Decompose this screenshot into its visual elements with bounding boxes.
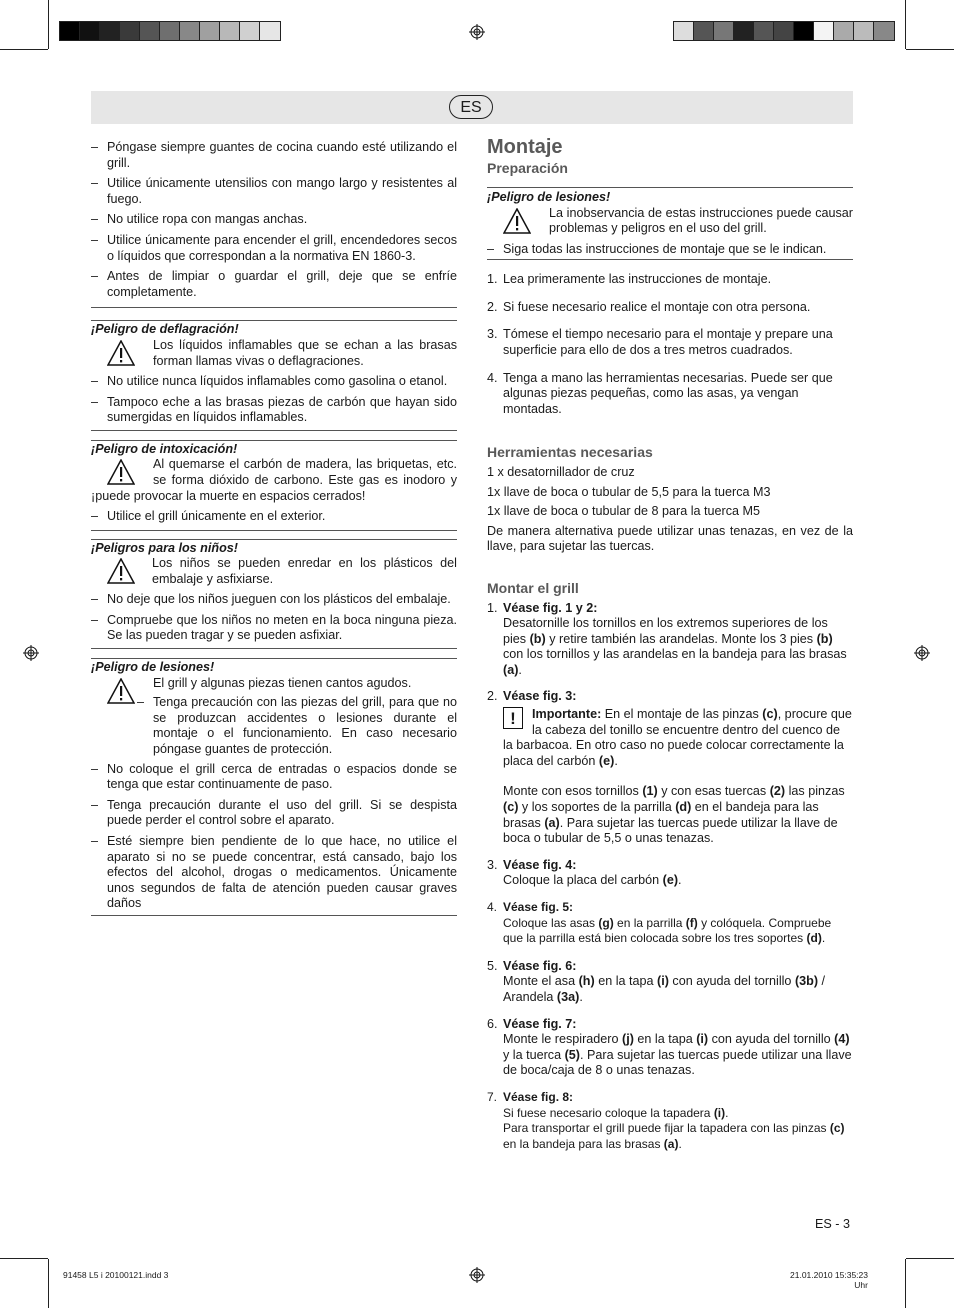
registration-mark-icon xyxy=(23,645,39,661)
list-item: – Antes de limpiar o guardar el grill, deje que se enfríe completamente. xyxy=(91,269,457,299)
warning-title: ¡Peligro de lesiones! xyxy=(91,660,215,675)
list-item: – Póngase siempre guantes de cocina cuando esté utilizando el grill. xyxy=(91,140,457,170)
important-icon: ! xyxy=(503,707,523,729)
warning-block-injury: ¡Peligro de lesiones! El grill y algunas piezas tienen cantos agudos. – Tenga precaución con las piezas del grill, para que no se produzcan accidentes o lesiones durante el montaje o el funcionamiento. En caso necesario póngase guantes de protección. – No coloque el grill cerca de entradas o espacios donde se tenga que estar continuamente de paso. – Tenga precaución durante el uso del grill. Si se despista puede perder el control sobre el aparato. – Esté siempre bien pendiente de lo que hace, no utilice el aparato si no se puede concentrar, está cansado, bajo los efectos del alcohol, drogas o medicamentos. Únicamente unos segundos de falta de atención pueden causar graves daños xyxy=(91,660,457,911)
warning-block-deflagration: ¡Peligro de deflagración! Los líquidos inflamables que se echan a las brasas forman llamas vivas o deflagraciones. – No utilice nunca líquidos inflamables como gasolina o etanol. – Tampoco eche a las brasas piezas de carbón que hayan sido sumergidas en líquidos inflamables. xyxy=(91,322,457,425)
assembly-step: 3. Véase fig. 4: Coloque la placa del carbón (e). xyxy=(487,857,682,888)
warning-block-children: ¡Peligros para los niños! Los niños se pueden enredar en los plásticos del embalaje y asfixiarse. – No deje que los niños jueguen con los plásticos del embalaje. – Compruebe que los niños no meten en la boca ninguna pieza. Se las pueden tragar y se pueden asfixiar. xyxy=(91,540,457,643)
language-badge: ES xyxy=(449,95,493,119)
list-item: 1 x desatornillador de cruz xyxy=(487,464,635,479)
crop-mark xyxy=(906,1258,954,1259)
list-item: 3. Tómese el tiempo necesario para el montaje y prepare una superficie para ello de dos a tres metros cuadrados. xyxy=(487,327,833,357)
list-item: 4. Tenga a mano las herramientas necesarias. Puede ser que algunas piezas pequeñas, como las asas, ya vengan montadas. xyxy=(487,370,833,416)
left-column xyxy=(91,140,457,916)
subsection-heading: Montar el grill xyxy=(487,579,579,596)
warning-title: ¡Peligro de lesiones! xyxy=(487,190,611,204)
file-name: 91458 L5 i 20100121.indd 3 xyxy=(63,1270,169,1280)
warning-title: ¡Peligro de intoxicación! xyxy=(91,441,238,456)
list-item: – Utilice únicamente utensilios con mango largo y resistentes al fuego. xyxy=(91,176,457,206)
print-timestamp: 21.01.2010 15:35:23 Uhr xyxy=(790,1270,868,1290)
assembly-step: 5. Véase fig. 6: Monte el asa (h) en la tapa (i) con ayuda del tornillo (3b) / Arandela (3a). xyxy=(487,958,826,1004)
assembly-step: 4. Véase fig. 5: Coloque las asas (g) en la parrilla (f) y colóquela. Compruebe que la parrilla está bien colocada sobre los tres soportes (d). xyxy=(487,900,832,946)
registration-mark-icon xyxy=(469,24,485,40)
warning-triangle-icon xyxy=(107,340,135,366)
subsection-heading: Herramientas necesarias xyxy=(487,444,653,461)
registration-mark-icon xyxy=(469,1267,485,1283)
list-item: 1. Lea primeramente las instrucciones de montaje. xyxy=(487,272,772,287)
list-item: – No utilice ropa con mangas anchas. xyxy=(91,212,308,227)
warning-block-intoxication: ¡Peligro de intoxicación! Al quemarse el carbón de madera, las briquetas, etc. se forma dióxido de carbono. Este gas es inodoro y ¡puede provocar la muerte en espacios cerrados! – Utilice el grill únicamente en el exterior. xyxy=(91,441,457,524)
grayscale-color-bar xyxy=(59,21,281,41)
list-item: 1x llave de boca o tubular de 5,5 para la tuerca M3 xyxy=(487,484,771,499)
warning-triangle-icon xyxy=(107,459,135,485)
warning-title: ¡Peligros para los niños! xyxy=(91,540,238,555)
crop-mark xyxy=(905,0,906,49)
crop-mark xyxy=(0,1258,48,1259)
crop-mark xyxy=(905,1259,906,1308)
list-item: – Tenga precaución con las piezas del grill, para que no se produzcan accidentes o lesiones durante el montaje o el funcionamiento. En caso necesario póngase guantes de protección. xyxy=(137,695,457,757)
subsection-heading: Preparación xyxy=(487,160,568,176)
page-number: ES - 3 xyxy=(815,1217,850,1231)
crop-mark xyxy=(48,1259,49,1308)
assembly-step: 1. Véase fig. 1 y 2: Desatornille los tornillos en los extremos superiores de los pies (b) y retire también las arandelas. Monte los 3 pies (b) con los tornillos y las arandelas en la bandeja para las brasas (a). xyxy=(487,600,847,677)
warning-title: ¡Peligro de deflagración! xyxy=(91,322,239,337)
paragraph: De manera alternativa puede utilizar unas tenazas, en vez de la llave, para sujetar las tuercas. xyxy=(487,523,853,554)
crop-mark xyxy=(48,0,49,49)
warning-triangle-icon xyxy=(503,208,531,234)
list-item: 2. Si fuese necesario realice el montaje con otra persona. xyxy=(487,299,811,314)
warning-triangle-icon xyxy=(107,558,135,584)
list-item: 1x llave de boca o tubular de 8 para la tuerca M5 xyxy=(487,504,761,519)
crop-mark xyxy=(906,49,954,50)
assembly-step: 7. Véase fig. 8: Si fuese necesario coloque la tapadera (i). Para transportar el grill puede fijar la tapadera con las pinzas (c) en la bandeja para las brasas (a). xyxy=(487,1089,845,1151)
assembly-step: 2. Véase fig. 3: ! Importante: En el montaje de las pinzas (c), procure que la cabeza del tonillo se encuentre dentro del cuenco de la barbacoa. En otro caso no puede colocar correctamente la placa del carbón (e). Monte con esos tornillos (1) y con esas tuercas (2) las pinzas (c) y los soportes de la parrilla (d) en el bandeja para las brasas (a). Para sujetar las tuercas puede utilizar la llave de boca o tubular de 5,5 o unas tenazas. xyxy=(487,689,852,846)
assembly-step: 6. Véase fig. 7: Monte le respiradero (j) en la tapa (i) con ayuda del tornillo (4) y la tuerca (5). Para sujetar las tuercas puede utilizar una llave de boca/caja de 8 o unas tenazas. xyxy=(487,1016,852,1078)
color-control-bar xyxy=(673,21,895,41)
section-title: Montaje xyxy=(487,136,563,158)
registration-mark-icon xyxy=(914,645,930,661)
list-item: – Utilice únicamente para encender el grill, encendedores secos o líquidos que correspondan a la normativa EN 1860-3. xyxy=(91,232,457,263)
crop-mark xyxy=(0,49,48,50)
right-column: ¡Peligro de lesiones! La inobservancia de estas instrucciones puede causar problemas y peligros en el uso del grill. – Siga todas las instrucciones de montaje que se le indican. 1. Lea primeramente las instrucciones de montaje. 2. Si fuese necesario realice el montaje con otra persona. 3. Tómese el tiempo necesario para el montaje y prepare una superficie para ello de dos a tres metros cuadrados. 4. Tenga a mano las herramientas necesarias. Puede ser que algunas piezas pequeñas, como las asas, ya vengan montadas. Herramientas necesarias 1 x desatornillador de cruz 1x llave de boca o tubular de 5,5 para la tuerca M3 1x llave de boca o tubular de 8 para la tuerca M5 De manera alternativa puede utilizar unas tenazas, en vez de la llave, para sujetar las tuercas. Montar el grill 1. Véase fig. 1 y 2: Desatornille los tornillos en los extremos superiores de los pies (b) y retire también las arandelas. Monte los 3 pies (b) con los tornillos y las arandelas en la bandeja para las brasas (a). 2. Véase fig. 3: ! Importante: En el montaje de las pinzas (c), procure que la cabeza del tonillo se encuentre dentro del cuenco de la barbacoa. En otro caso no puede colocar correctamente la placa del carbón (e). Monte con esos tornillos (1) y con esas tuercas (2) las pinzas (c) y los soportes de la parrilla (d) en el bandeja para las brasas (a). Para sujetar las tuercas puede utilizar la llave de boca o tubular de 5,5 o unas tenazas. 3. Véase fig. 4: Coloque la placa del carbón (e). 4. Véase fig. 5: Coloque las asas (g) en la parrilla (f) y colóquela. Compruebe que la parrilla está bien colocada sobre los tres soportes (d). 5. Véase fig. 6: Monte el asa (h) en la tapa (i) con ayuda del tornillo (3b) / Arandela (3a). 6. Véase fig. 7: Monte le respiradero (j) en la tapa (i) con ayuda del tornillo (4) y la tuerca (5). Para sujetar las tuercas puede utilizar una llave de boca/caja de 8 o unas tenazas. 7. Véase fig. 8: Si fuese necesario coloque la tapadera (i). Para transportar el grill puede fijar la tapadera con las pinzas (c) en la bandeja para las brasas (a). xyxy=(487,187,853,1152)
